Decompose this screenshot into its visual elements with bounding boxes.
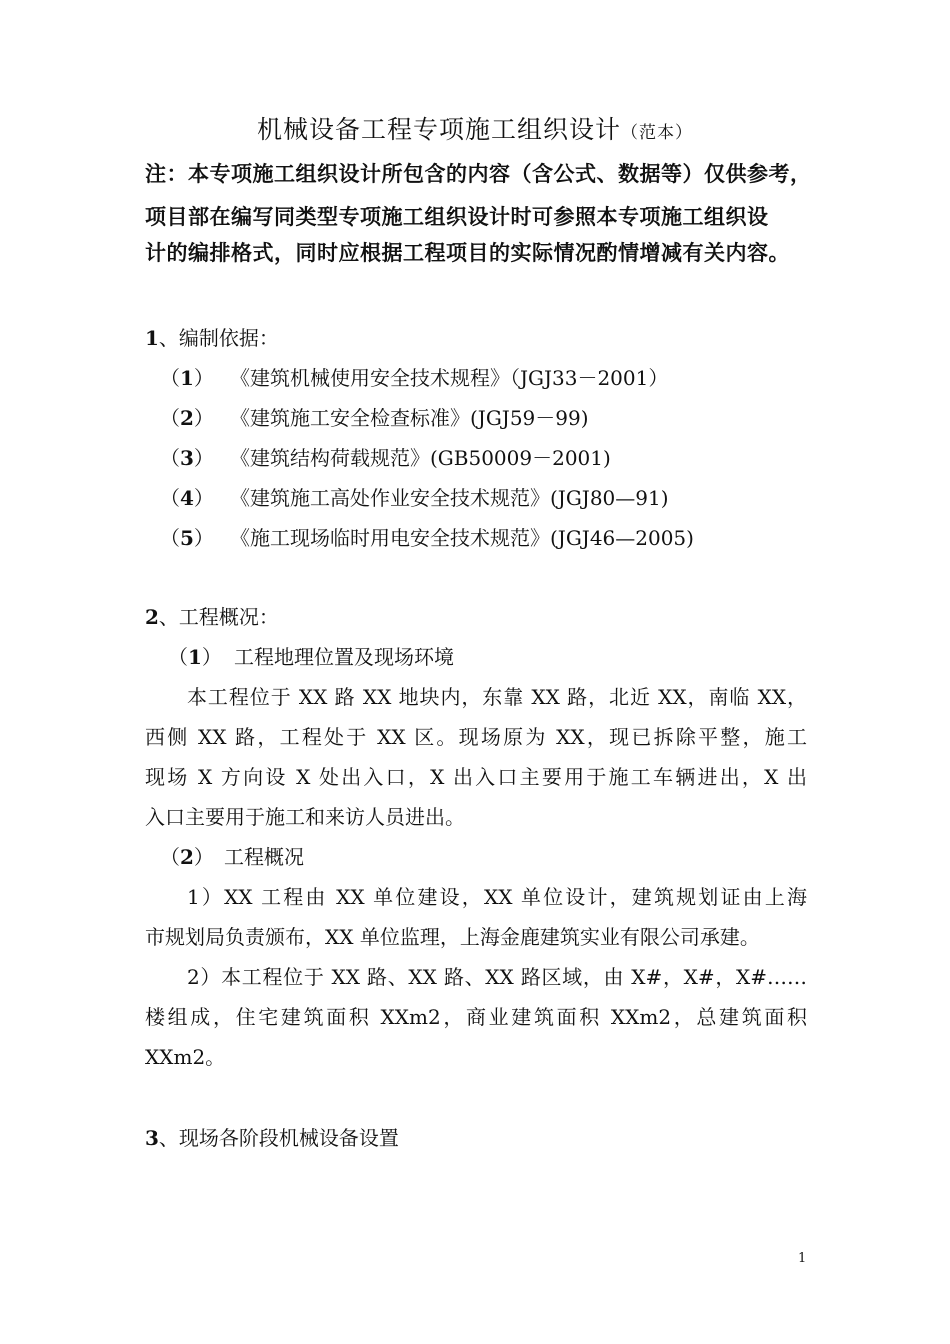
reference-item: （5） [160,526,214,550]
paragraph-line: 1）XX 工程由 XX 单位建设，XX 单位设计，建筑规划证由上海 [187,885,807,909]
reference-item: （1） [160,366,214,390]
paragraph-line: 市规划局负责颁布，XX 单位监理，上海金鹿建筑实业有限公司承建。 [145,925,760,949]
note-line: 项目部在编写同类型专项施工组织设计时可参照本专项施工组织设 [145,205,769,229]
paragraph-line: 楼组成，住宅建筑面积 XXm2，商业建筑面积 XXm2，总建筑面积 [145,1005,807,1029]
document-title [0,110,950,146]
section-2-heading: 2、工程概况： [145,605,279,629]
title-text: 机械设备工程专项施工组织设计 [256,115,621,144]
section-1-heading: 1、编制依据： [145,326,279,350]
reference-text: 《施工现场临时用电安全技术规范》(JGJ46—2005) [230,526,694,550]
reference-text: 《建筑结构荷载规范》(GB50009－2001) [230,446,611,470]
section-3-heading: 3、现场各阶段机械设备设置 [145,1126,399,1150]
paragraph-line: 现场 X 方向设 X 处出入口，X 出入口主要用于施工车辆进出，X 出 [145,765,807,789]
subsection-title: 工程概况 [224,845,304,869]
paragraph-line: 入口主要用于施工和来访人员进出。 [145,805,465,829]
subsection-title: 工程地理位置及现场环境 [234,645,454,669]
paragraph-line: 本工程位于 XX 路 XX 地块内，东靠 XX 路，北近 XX，南临 XX， [187,685,807,709]
reference-item: （3） [160,446,214,470]
reference-text: 《建筑机械使用安全技术规程》（JGJ33－2001） [230,366,669,390]
paragraph-line: 西侧 XX 路，工程处于 XX 区。现场原为 XX，现已拆除平整，施工 [145,725,807,749]
reference-text: 《建筑施工高处作业安全技术规范》(JGJ80—91) [230,486,669,510]
page-number: 1 [798,1251,807,1266]
note-line: 计的编排格式，同时应根据工程项目的实际情况酌情增减有关内容。 [145,241,790,265]
reference-text: 《建筑施工安全检查标准》(JGJ59－99) [230,406,589,430]
subsection-number: （1） [168,645,222,669]
reference-item: （4） [160,486,214,510]
title-suffix: （范本） [621,123,693,143]
reference-item: （2） [160,406,214,430]
paragraph-line: 2）本工程位于 XX 路、XX 路、XX 路区域，由 X#，X#，X#…… [187,965,807,989]
note-line: 注：本专项施工组织设计所包含的内容（含公式、数据等）仅供参考， [145,162,812,186]
paragraph-line: XXm2。 [145,1045,226,1069]
subsection-number: （2） [160,845,214,869]
